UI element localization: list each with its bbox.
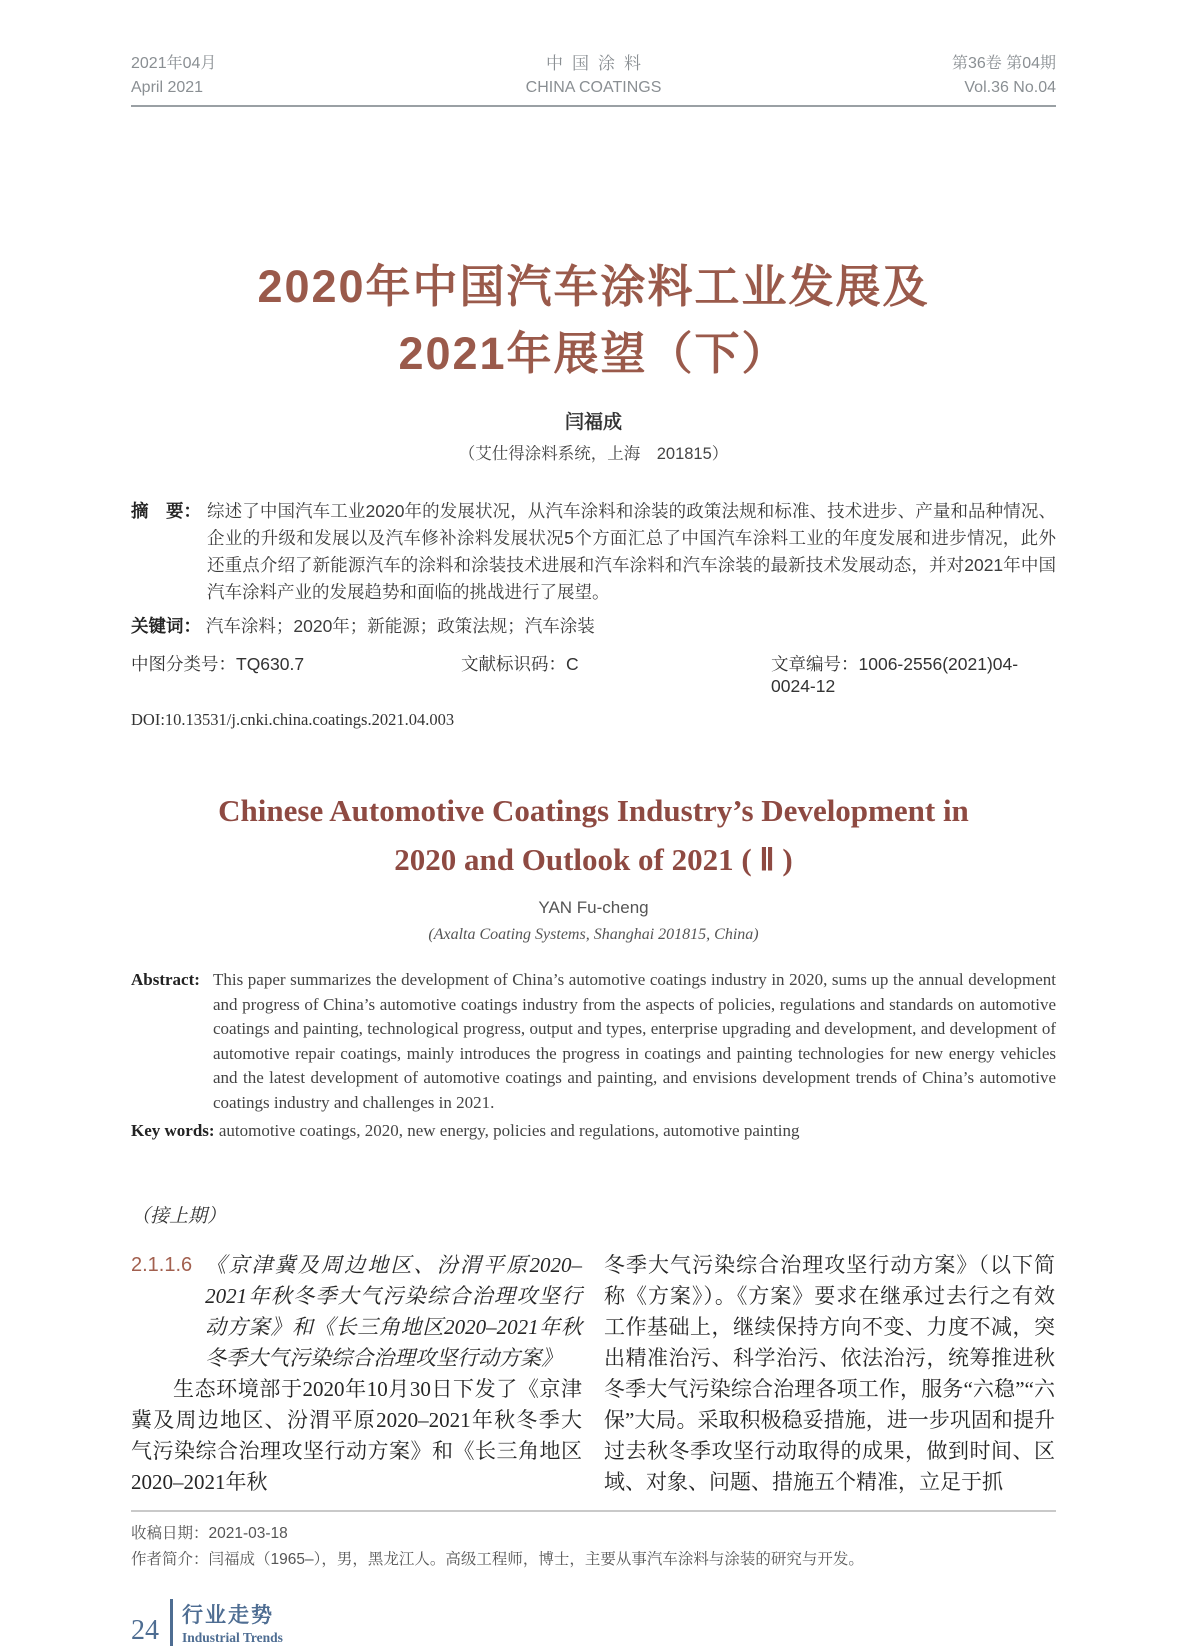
body-columns — [131, 1250, 1056, 1498]
article-id-value: 1006-2556(2021)04-0024-12 — [771, 654, 1019, 696]
abstract-cn-text: 综述了中国汽车工业2020年的发展状况，从汽车涂料和涂装的政策法规和标准、技术进步、产量和品种情况、企业的升级和发展以及汽车修补涂料发展状况5个方面汇总了中国汽车涂料工业的年度发展和进步情况，此外还重点介绍了新能源汽车的涂料和涂装技术进展和汽车涂料和汽车涂装的最新技术发展动态，并对2021年中国汽车涂料产业的发展趋势和面临的挑战进行了展望。 — [207, 501, 1056, 602]
abstract-cn-label: 摘 要： — [131, 501, 201, 521]
footer-column-en: Industrial Trends — [182, 1630, 283, 1645]
header-issue-en: Vol.36 No.04 — [964, 79, 1056, 96]
article-title-cn-line2: 2021年展望（下） — [398, 328, 789, 379]
abstract-en — [131, 968, 1056, 1115]
body-paragraph-right: 冬季大气污染综合治理攻坚行动方案》（以下简称《方案》）。《方案》要求在继承过去行之有效工作基础上，继续保持方向不变、力度不减，突出精准治污、科学治污、依法治污，统筹推进秋冬季大气污染综合治理各项工作，服务“六稳”“六保”大局。采取积极稳妥措施，进一步巩固和提升过去秋冬季攻坚行动取得的成果，做到时间、区域、对象、问题、措施五个精准，立足于抓 — [604, 1253, 1055, 1494]
document-code-label: 文献标识码： — [461, 654, 566, 674]
received-date-value: 2021-03-18 — [208, 1525, 288, 1542]
section-heading — [131, 1250, 582, 1374]
header-rule — [131, 105, 1056, 107]
page-content — [131, 0, 1056, 1646]
right-column — [604, 1250, 1055, 1498]
received-date — [131, 1521, 1056, 1547]
header-issue — [836, 52, 1056, 100]
article-title-en-line1: Chinese Automotive Coatings Industry’s Development in — [218, 793, 969, 828]
document-code-value: C — [566, 654, 579, 674]
author-bio-text: 闫福成（1965–），男，黑龙江人。高级工程师，博士，主要从事汽车涂料与涂装的研究与开发。 — [208, 1551, 864, 1568]
article-title-en-line2: 2020 and Outlook of 2021 ( Ⅱ ) — [394, 842, 793, 877]
article-id-label: 文章编号： — [771, 654, 859, 674]
keywords-en-text: automotive coatings, 2020, new energy, policies and regulations, automotive painting — [218, 1121, 800, 1140]
keywords-cn-label: 关键词： — [131, 616, 201, 636]
body-paragraph-left: 生态环境部于2020年10月30日下发了《京津冀及周边地区、汾渭平原2020–2021年秋冬季大气污染综合治理攻坚行动方案》和《长三角地区2020–2021年秋 — [131, 1377, 582, 1494]
article-title-en — [131, 786, 1056, 884]
section-title: 《京津冀及周边地区、汾渭平原2020–2021年秋冬季大气污染综合治理攻坚行动方案》和《长三角地区2020–2021年秋冬季大气污染综合治理攻坚行动方案》 — [205, 1253, 582, 1370]
clc-number — [131, 651, 461, 697]
doi: DOI:10.13531/j.cnki.china.coatings.2021.04.003 — [131, 710, 455, 729]
clc-value: TQ630.7 — [236, 654, 305, 674]
footnotes — [131, 1521, 1056, 1573]
header-journal — [526, 52, 662, 100]
keywords-en — [131, 1121, 1056, 1141]
keywords-en-label: Key words: — [131, 1121, 215, 1140]
author-affiliation-cn: （艾仕得涂料系统，上海 201815） — [458, 445, 729, 463]
header-issue-cn: 第36卷 第04期 — [951, 55, 1056, 72]
author-name-cn: 闫福成 — [564, 412, 622, 433]
abstract-en-label: Abstract: — [131, 970, 200, 989]
article-title-cn-line1: 2020年中国汽车涂料工业发展及 — [257, 261, 930, 312]
abstract-cn — [131, 498, 1056, 606]
author-name-en: YAN Fu-cheng — [538, 898, 649, 917]
clc-label: 中图分类号： — [131, 654, 236, 674]
header-journal-cn: 中国涂料 — [546, 54, 650, 73]
classification-row — [131, 651, 1056, 697]
page-number: 24 — [131, 1615, 159, 1646]
page-header — [131, 0, 1056, 100]
article-id — [771, 651, 1056, 697]
abstract-en-text: This paper summarizes the development of China’s automotive coatings industry in 2020, sums up the annual development and progress of China’s automotive coatings industry from the aspects of policies, regulations and standards on automotive coatings and painting, technological progress, output and types, enterprise upgrading and development, and development of automotive repair coatings, mainly introduces the progress in coatings and painting technologies for new energy vehicles and the latest development of automotive coatings and painting, and envisions development trends of China’s automotive coatings industry and challenges in 2021. — [213, 970, 1056, 1112]
footer-divider-bar — [170, 1599, 173, 1646]
keywords-cn-text: 汽车涂料；2020年；新能源；政策法规；汽车涂装 — [205, 616, 595, 636]
section-number: 2.1.1.6 — [131, 1254, 193, 1276]
document-code — [461, 651, 771, 697]
header-journal-en: CHINA COATINGS — [525, 79, 662, 96]
page-footer — [131, 1599, 1056, 1646]
footer-column-name — [182, 1599, 283, 1646]
received-date-label: 收稿日期： — [131, 1525, 209, 1542]
author-bio — [131, 1547, 1056, 1573]
footer-column-cn: 行业走势 — [182, 1604, 274, 1627]
footnote-rule — [131, 1510, 1056, 1512]
keywords-cn — [131, 613, 1056, 638]
author-affiliation-en: (Axalta Coating Systems, Shanghai 201815, China) — [428, 926, 759, 943]
header-date-en: April 2021 — [131, 79, 204, 96]
author-bio-label: 作者简介： — [131, 1551, 209, 1568]
left-column — [131, 1250, 582, 1498]
continuation-note: （接上期） — [131, 1206, 227, 1227]
header-date-cn: 2021年04月 — [131, 55, 217, 72]
article-title-cn — [131, 253, 1056, 387]
header-date — [131, 52, 351, 100]
